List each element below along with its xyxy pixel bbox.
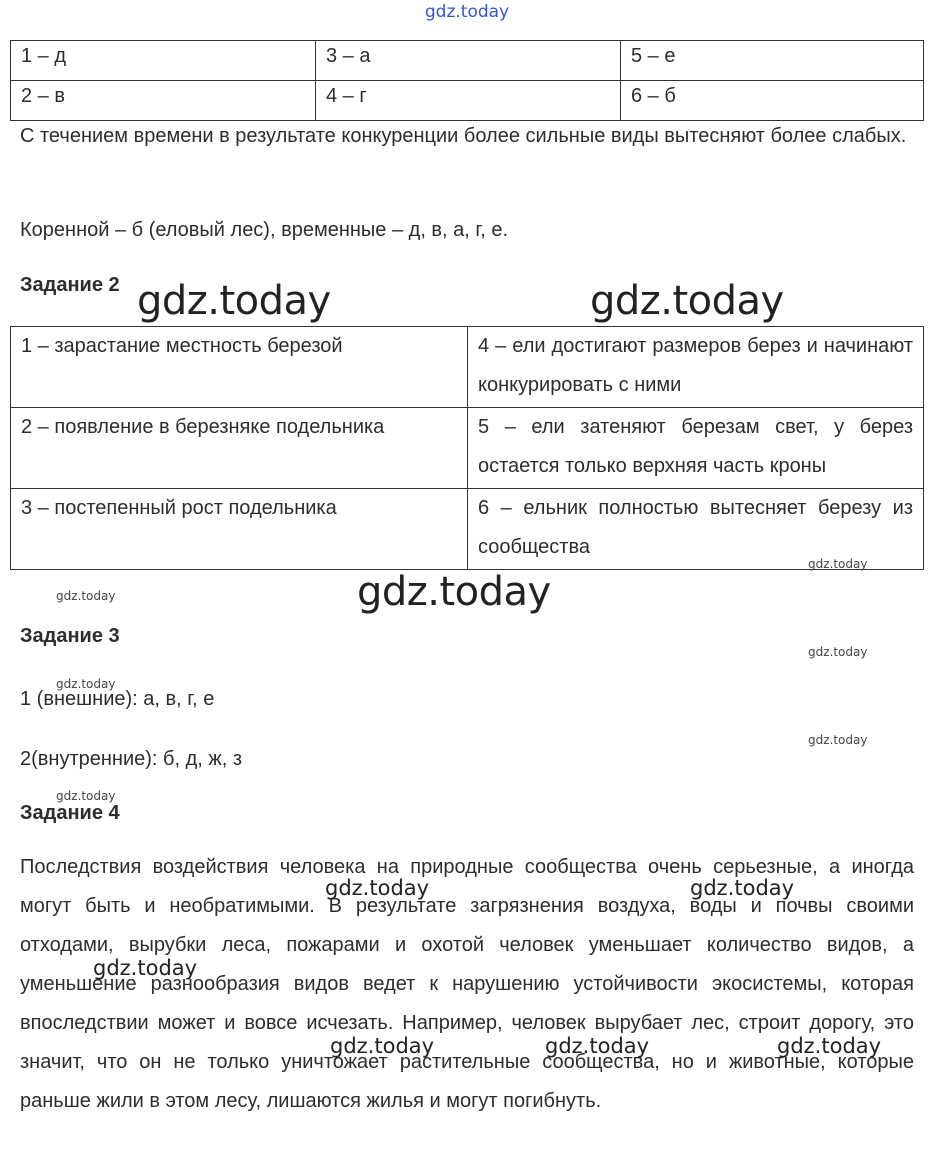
table-row <box>11 41 924 81</box>
answer-table-1 <box>10 40 924 121</box>
table-cell: 6 – б <box>621 81 924 121</box>
table-cell: 4 – г <box>316 81 621 121</box>
watermark: gdz.today <box>777 1034 882 1058</box>
table-cell: 3 – постепенный рост подельника <box>11 489 468 570</box>
table-row <box>11 81 924 121</box>
watermark: gdz.today <box>545 1034 650 1058</box>
task1-paragraph: С течением времени в результате конкуренции более сильные виды вытесняют более слабых. <box>20 125 907 147</box>
watermark: gdz.today <box>590 278 784 324</box>
watermark: gdz.today <box>56 789 116 803</box>
watermark: gdz.today <box>93 956 198 980</box>
watermark: gdz.today <box>808 645 868 659</box>
table-cell: 1 – зарастание местность березой <box>11 327 468 408</box>
watermark: gdz.today <box>137 278 331 324</box>
task3-line-external: 1 (внешние): а, в, г, е <box>20 688 215 710</box>
watermark: gdz.today <box>56 589 116 603</box>
watermark: gdz.today <box>56 677 116 691</box>
table-cell: 2 – появление в березняке подельника <box>11 408 468 489</box>
watermark: gdz.today <box>325 876 430 900</box>
watermark: gdz.today <box>690 876 795 900</box>
task1-answer-line: Коренной – б (еловый лес), временные – д, в, а, г, е. <box>20 219 509 241</box>
table-row <box>11 408 924 489</box>
task3-heading: Задание 3 <box>20 625 120 647</box>
table-cell: 1 – д <box>11 41 316 81</box>
watermark-top: gdz.today <box>424 2 510 22</box>
table-cell: 5 – ели затеняют березам свет, у берез остается только верхняя часть кроны <box>468 408 924 489</box>
task4-paragraph: Последствия воздействия человека на природные сообщества очень серьезные, а иногда могут быть и необратимыми. В результате загрязнения воздуха, воды и почвы своими отходами, вырубки леса, пожарами и охотой человек уменьшает количество видов, а уменьшение разнообразия видов ведет к нарушению устойчивости экосистемы, которая впоследствии может и вовсе исчезать. Например, человек вырубает лес, строит дорогу, это значит, что он не только уничтожает растительные сообщества, но и животные, которые раньше жили в этом лесу, лишаются жилья и могут погибнуть. <box>20 856 914 1112</box>
table-row <box>11 327 924 408</box>
watermark: gdz.today <box>330 1034 435 1058</box>
table-cell: 2 – в <box>11 81 316 121</box>
watermark: gdz.today <box>808 557 868 571</box>
table-cell: 6 – ельник полностью вытесняет березу из сообщества <box>468 489 924 570</box>
table-cell: 3 – а <box>316 41 621 81</box>
task2-heading: Задание 2 <box>20 274 120 296</box>
table-row <box>11 489 924 570</box>
watermark: gdz.today <box>357 569 551 615</box>
answer-table-2 <box>10 326 924 570</box>
watermark: gdz.today <box>808 733 868 747</box>
table-cell: 5 – е <box>621 41 924 81</box>
table-cell: 4 – ели достигают размеров берез и начинают конкурировать с ними <box>468 327 924 408</box>
task3-line-internal: 2(внутренние): б, д, ж, з <box>20 748 243 770</box>
task4-heading: Задание 4 <box>20 802 120 824</box>
